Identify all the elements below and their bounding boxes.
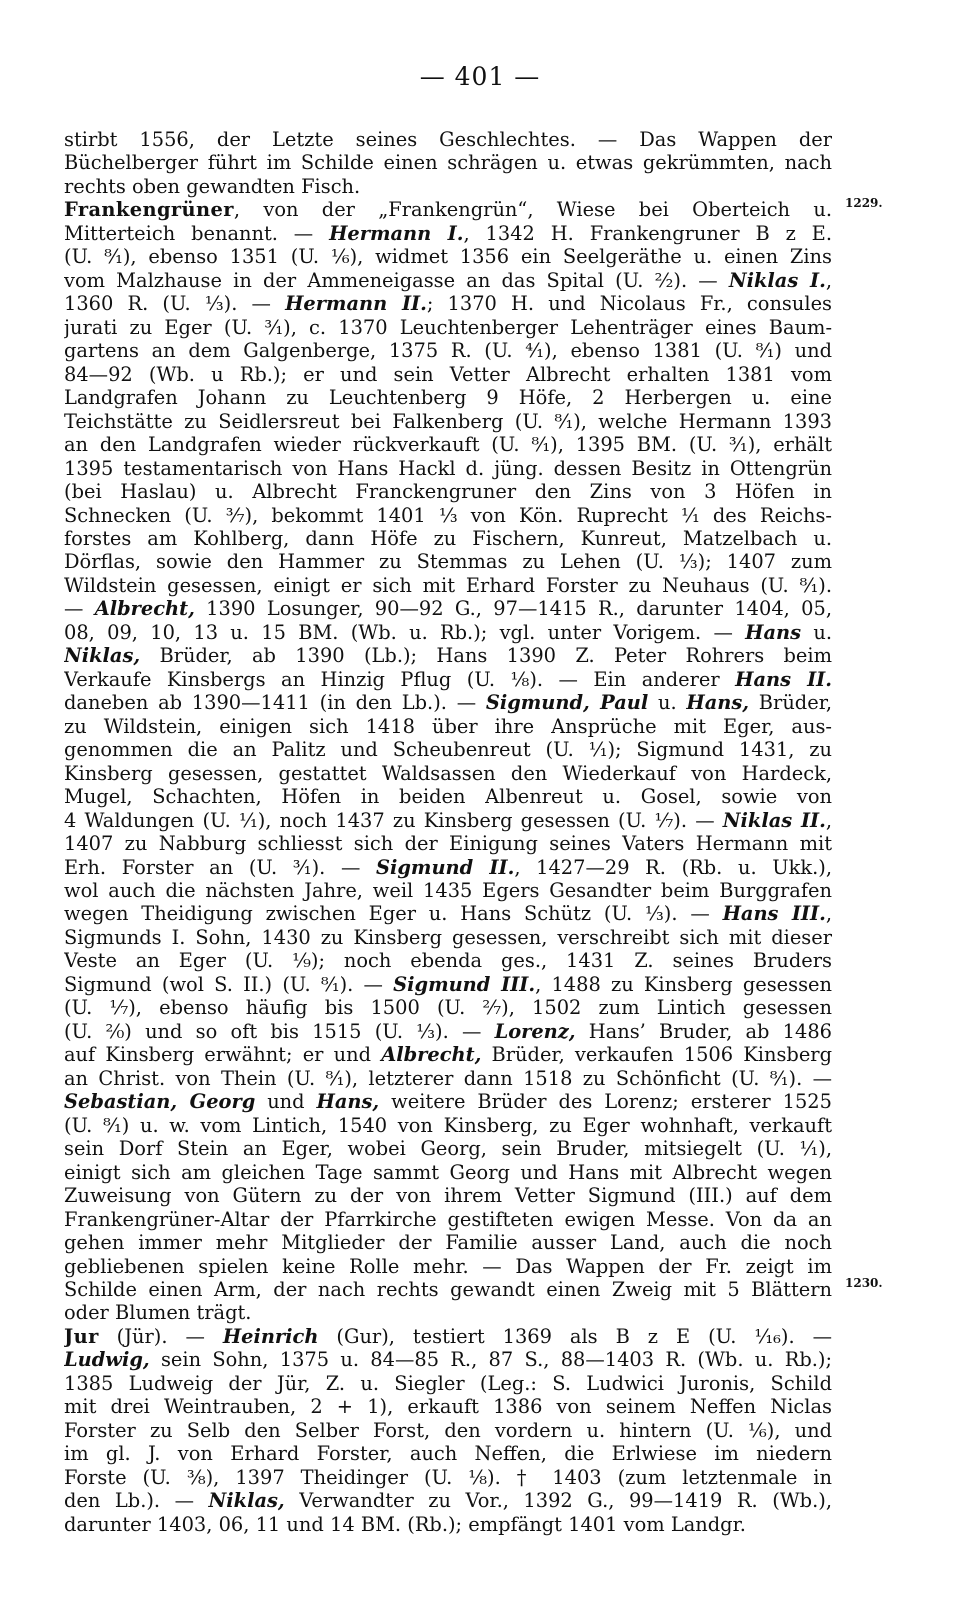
text-line	[64, 1020, 832, 1043]
text-run: vom Malzhause in der Ammeneigasse an das Spital (U. ²⁄₂). —	[64, 268, 729, 292]
text-line	[64, 715, 832, 738]
text-run: auf Kinsberg erwähnt; er und	[64, 1043, 382, 1067]
name-italic: Ludwig,	[64, 1348, 150, 1372]
text-line	[64, 621, 832, 644]
text-run: , 1488 zu Kinsberg gesessen	[535, 972, 832, 996]
text-run: , von der „Frankengrün“, Wiese bei Oberteich u.	[233, 198, 832, 222]
text-line	[64, 879, 832, 902]
text-run: Schilde einen Arm, der nach rechts gewandt einen Zweig mit 5 Blättern	[64, 1277, 832, 1301]
name-italic: Lorenz,	[494, 1019, 576, 1043]
text-run: ,	[825, 808, 832, 832]
name-italic: Hans,	[316, 1090, 380, 1114]
text-run: (U. ⁸⁄₁), ebenso 1351 (U. ¹⁄₆), widmet 1356 ein Seelgeräthe u. einen Zins	[64, 245, 832, 269]
text-line	[64, 1489, 832, 1512]
text-run: oder Blumen trägt.	[64, 1301, 252, 1325]
text-line	[64, 691, 832, 714]
text-run: Kinsberg gesessen, gestattet Waldsassen den Wiederkauf von Hardeck,	[64, 761, 832, 785]
text-line	[64, 949, 832, 972]
text-line	[64, 292, 832, 315]
text-run: Wildstein gesessen, einigt er sich mit Erhard Forster zu Neuhaus (U. ⁸⁄₁).	[64, 573, 832, 597]
text-run: Sigmund (wol S. II.) (U. ⁸⁄₁). —	[64, 972, 394, 996]
name-italic: Sigmund II.	[376, 855, 515, 879]
text-run: forstes am Kohlberg, dann Höfe zu Fischern, Kunreut, Matzelbach u.	[64, 526, 832, 550]
text-line	[64, 1325, 832, 1348]
text-line	[64, 1137, 832, 1160]
text-line	[64, 410, 832, 433]
text-run: (U. ²⁄₀) und so oft bis 1515 (U. ¹⁄₃). —	[64, 1019, 495, 1043]
text-run: Dörflas, sowie den Hammer zu Stemmas zu Lehen (U. ¹⁄₃); 1407 zum	[64, 550, 832, 574]
body-text	[64, 128, 832, 1536]
text-run: 84—92 (Wb. u Rb.); er und sein Vetter Albrecht erhalten 1381 vom	[64, 362, 832, 386]
text-run: 08, 09, 10, 13 u. 15 BM. (Wb. u. Rb.); vgl. unter Vorigem. —	[64, 620, 746, 644]
text-line	[64, 1395, 832, 1418]
text-line	[64, 151, 832, 174]
text-line	[64, 597, 832, 620]
name-italic: Niklas,	[208, 1489, 285, 1513]
text-run: Landgrafen Johann zu Leuchtenberg 9 Höfe, 2 Herbergen u. eine	[64, 386, 832, 410]
text-line	[64, 1184, 832, 1207]
text-line	[64, 433, 832, 456]
text-line	[64, 386, 832, 409]
text-line	[64, 832, 832, 855]
text-run: weitere Brüder des Lorenz; ersterer 1525	[379, 1090, 832, 1114]
text-run: (U. ¹⁄₇), ebenso häufig bis 1500 (U. ²⁄₇), 1502 zum Lintich gesessen	[64, 996, 832, 1020]
text-line	[64, 1114, 832, 1137]
name-italic: Niklas I.	[728, 268, 826, 292]
text-run: daneben ab 1390—1411 (in den Lb.). —	[64, 691, 486, 715]
text-run: Mitterteich benannt. —	[64, 221, 330, 245]
page-number: — 401 —	[419, 62, 541, 91]
text-line	[64, 1442, 832, 1465]
text-line	[64, 926, 832, 949]
margin-note-1229: 1229.	[845, 196, 883, 210]
name-italic: Hans,	[686, 691, 750, 715]
text-line	[64, 316, 832, 339]
name-italic: Sigmund, Paul	[485, 691, 649, 715]
text-run: 1360 R. (U. ¹⁄₃). —	[64, 292, 286, 316]
entry-heading: Frankengrüner	[64, 198, 234, 222]
name-italic: Niklas II.	[722, 808, 826, 832]
text-run: den Lb.). —	[64, 1489, 209, 1513]
text-run: 1395 testamentarisch von Hans Hackl d. jüng. dessen Besitz in Ottengrün	[64, 456, 832, 480]
text-run: Verwandter zu Vor., 1392 G., 99—1419 R. (Wb.),	[284, 1489, 832, 1513]
text-line	[64, 527, 832, 550]
text-line	[64, 1255, 832, 1278]
text-run: (Jür). —	[98, 1324, 223, 1348]
text-run: ,	[825, 268, 832, 292]
text-line	[64, 1513, 832, 1536]
text-run: Verkaufe Kinsbergs an Hinzig Pflug (U. ¹⁄₈). — Ein anderer	[64, 667, 736, 691]
text-run: (Gur), testiert 1369 als B z E (U. ¹⁄₁₆). —	[318, 1324, 832, 1348]
text-line	[64, 1043, 832, 1066]
text-run: Teichstätte zu Seidlersreut bei Falkenberg (U. ⁸⁄₁), welche Hermann 1393	[64, 409, 832, 433]
text-run: sein Sohn, 1375 u. 84—85 R., 87 S., 88—1403 R. (Wb. u. Rb.);	[149, 1348, 832, 1372]
text-run: Schnecken (U. ³⁄₇), bekommt 1401 ¹⁄₃ von Kön. Ruprecht ¹⁄₁ des Reichs-	[64, 503, 832, 527]
text-run: jurati zu Eger (U. ³⁄₁), c. 1370 Leuchtenberger Lehenträger eines Baum-	[64, 315, 832, 339]
text-run: wol auch die nächsten Jahre, weil 1435 Egers Gesandter beim Burggrafen	[64, 879, 832, 902]
text-line	[64, 1231, 832, 1254]
text-run: darunter 1403, 06, 11 und 14 BM. (Rb.); empfängt 1401 vom Landgr.	[64, 1512, 746, 1536]
text-run: Forste (U. ³⁄₈), 1397 Theidinger (U. ¹⁄₈). † 1403 (zum letztenmale in	[64, 1465, 832, 1489]
text-run: u.	[648, 691, 687, 715]
text-run: Hans’ Bruder, ab 1486	[575, 1019, 832, 1043]
text-run: im gl. J. von Erhard Forster, auch Neffen, die Erlwiese im niedern	[64, 1442, 832, 1466]
text-line	[64, 128, 832, 151]
text-run: Zuweisung von Gütern zu der von ihrem Vetter Sigmund (III.) auf dem	[64, 1184, 832, 1208]
text-run: (bei Haslau) u. Albrecht Franckengruner den Zins von 3 Höfen in	[64, 480, 832, 504]
name-italic: Sebastian, Georg	[64, 1090, 256, 1114]
text-run: einigt sich am gleichen Tage sammt Georg und Hans mit Albrecht wegen	[64, 1160, 832, 1184]
name-italic: Hans	[745, 620, 802, 644]
text-run: ; 1370 H. und Nicolaus Fr., consules	[426, 292, 832, 316]
text-line	[64, 1208, 832, 1231]
text-run: zu Wildstein, einigen sich 1418 über ihre Ansprüche mit Eger, aus-	[64, 714, 832, 738]
name-italic: Albrecht,	[381, 1043, 482, 1067]
text-line	[64, 269, 832, 292]
text-run: Brüder, verkaufen 1506 Kinsberg	[481, 1043, 832, 1067]
text-line	[64, 363, 832, 386]
text-run: gartens an dem Galgenberge, 1375 R. (U. ⁴⁄₁), ebenso 1381 (U. ⁸⁄₁) und	[64, 339, 832, 363]
name-italic: Albrecht,	[94, 597, 195, 621]
text-run: wegen Theidigung zwischen Eger u. Hans Schütz (U. ¹⁄₃). —	[64, 902, 723, 926]
text-line	[64, 1090, 832, 1113]
text-run: , 1427—29 R. (Rb. u. Ukk.),	[514, 855, 832, 879]
margin-note-1230: 1230.	[845, 1276, 883, 1290]
text-line	[64, 339, 832, 362]
text-run: 4 Waldungen (U. ¹⁄₁), noch 1437 zu Kinsberg gesessen (U. ¹⁄₇). —	[64, 808, 723, 832]
text-run: mit drei Weintrauben, 2 + 1), erkauft 1386 von seinem Neffen Niclas	[64, 1395, 832, 1419]
text-run: an den Landgrafen wieder rückverkauft (U. ⁸⁄₁), 1395 BM. (U. ³⁄₁), erhält	[64, 433, 832, 457]
text-line	[64, 457, 832, 480]
entry-heading: Jur	[64, 1324, 99, 1348]
text-run: rechts oben gewandten Fisch.	[64, 174, 361, 198]
name-italic: Hermann I.	[329, 221, 464, 245]
text-line	[64, 1278, 832, 1301]
text-line	[64, 644, 832, 667]
text-run: Sigmunds I. Sohn, 1430 zu Kinsberg gesessen, verschreibt sich mit dieser	[64, 925, 832, 949]
text-run: gehen immer mehr Mitglieder der Familie ausser Land, auch die noch	[64, 1231, 832, 1255]
text-line	[64, 738, 832, 761]
text-run: ,	[825, 902, 832, 926]
text-line	[64, 1348, 832, 1371]
text-run: —	[64, 597, 95, 621]
text-line	[64, 902, 832, 925]
name-italic: Hermann II.	[285, 292, 427, 316]
text-line	[64, 1067, 832, 1090]
text-line	[64, 480, 832, 503]
text-line	[64, 996, 832, 1019]
text-line	[64, 245, 832, 268]
text-line	[64, 175, 832, 198]
text-line	[64, 1466, 832, 1489]
text-line	[64, 574, 832, 597]
text-line	[64, 1372, 832, 1395]
name-italic: Heinrich	[222, 1324, 319, 1348]
text-line	[64, 1301, 832, 1324]
text-run: Büchelberger führt im Schilde einen schrägen u. etwas gekrümmten, nach	[64, 151, 832, 175]
text-run: (U. ⁸⁄₁) u. w. vom Lintich, 1540 von Kinsberg, zu Eger wohnhaft, verkauft	[64, 1113, 832, 1137]
text-line	[64, 856, 832, 879]
text-line	[64, 785, 832, 808]
text-run: genommen die an Palitz und Scheubenreut (U. ¹⁄₁); Sigmund 1431, zu	[64, 738, 832, 762]
text-run: Mugel, Schachten, Höfen in beiden Albenreut u. Gosel, sowie von	[64, 785, 832, 809]
text-run: und	[255, 1090, 317, 1114]
text-line	[64, 504, 832, 527]
text-line	[64, 973, 832, 996]
text-run: 1385 Ludweig der Jür, Z. u. Siegler (Leg.: S. Ludwici Juronis, Schild	[64, 1371, 832, 1395]
text-line	[64, 550, 832, 573]
text-run: Erh. Forster an (U. ³⁄₁). —	[64, 855, 376, 879]
text-run: Forster zu Selb den Selber Forst, den vordern u. hintern (U. ¹⁄₆), und	[64, 1418, 832, 1442]
text-run: Brüder,	[749, 691, 832, 715]
text-run: u.	[801, 620, 832, 644]
text-line	[64, 762, 832, 785]
text-line	[64, 1419, 832, 1442]
text-line	[64, 198, 832, 221]
text-run: Veste an Eger (U. ¹⁄₉); noch ebenda ges., 1431 Z. seines Bruders	[64, 949, 832, 973]
name-italic: Sigmund III.	[393, 972, 536, 996]
text-run: Brüder, ab 1390 (Lb.); Hans 1390 Z. Peter Rohrers beim	[140, 644, 832, 668]
text-run: stirbt 1556, der Letzte seines Geschlechtes. — Das Wappen der	[64, 128, 832, 151]
text-line	[64, 222, 832, 245]
text-line	[64, 668, 832, 691]
text-line	[64, 809, 832, 832]
text-run: sein Dorf Stein an Eger, wobei Georg, sein Bruder, mitsiegelt (U. ¹⁄₁),	[64, 1137, 832, 1161]
text-line	[64, 1161, 832, 1184]
name-italic: Hans II.	[735, 667, 832, 691]
name-italic: Hans III.	[722, 902, 826, 926]
text-run: 1390 Losunger, 90—92 G., 97—1415 R., darunter 1404, 05,	[194, 597, 832, 621]
text-run: Frankengrüner-Altar der Pfarrkirche gestifteten ewigen Messe. Von da an	[64, 1207, 832, 1231]
text-run: 1407 zu Nabburg schliesst sich der Einigung seines Vaters Hermann mit	[64, 832, 832, 856]
text-run: an Christ. von Thein (U. ⁸⁄₁), letzterer dann 1518 zu Schönficht (U. ⁸⁄₁). —	[64, 1066, 832, 1090]
text-run: , 1342 H. Frankengruner B z E.	[463, 221, 832, 245]
text-run: gebliebenen spielen keine Rolle mehr. — Das Wappen der Fr. zeigt im	[64, 1254, 832, 1278]
name-italic: Niklas,	[64, 644, 141, 668]
